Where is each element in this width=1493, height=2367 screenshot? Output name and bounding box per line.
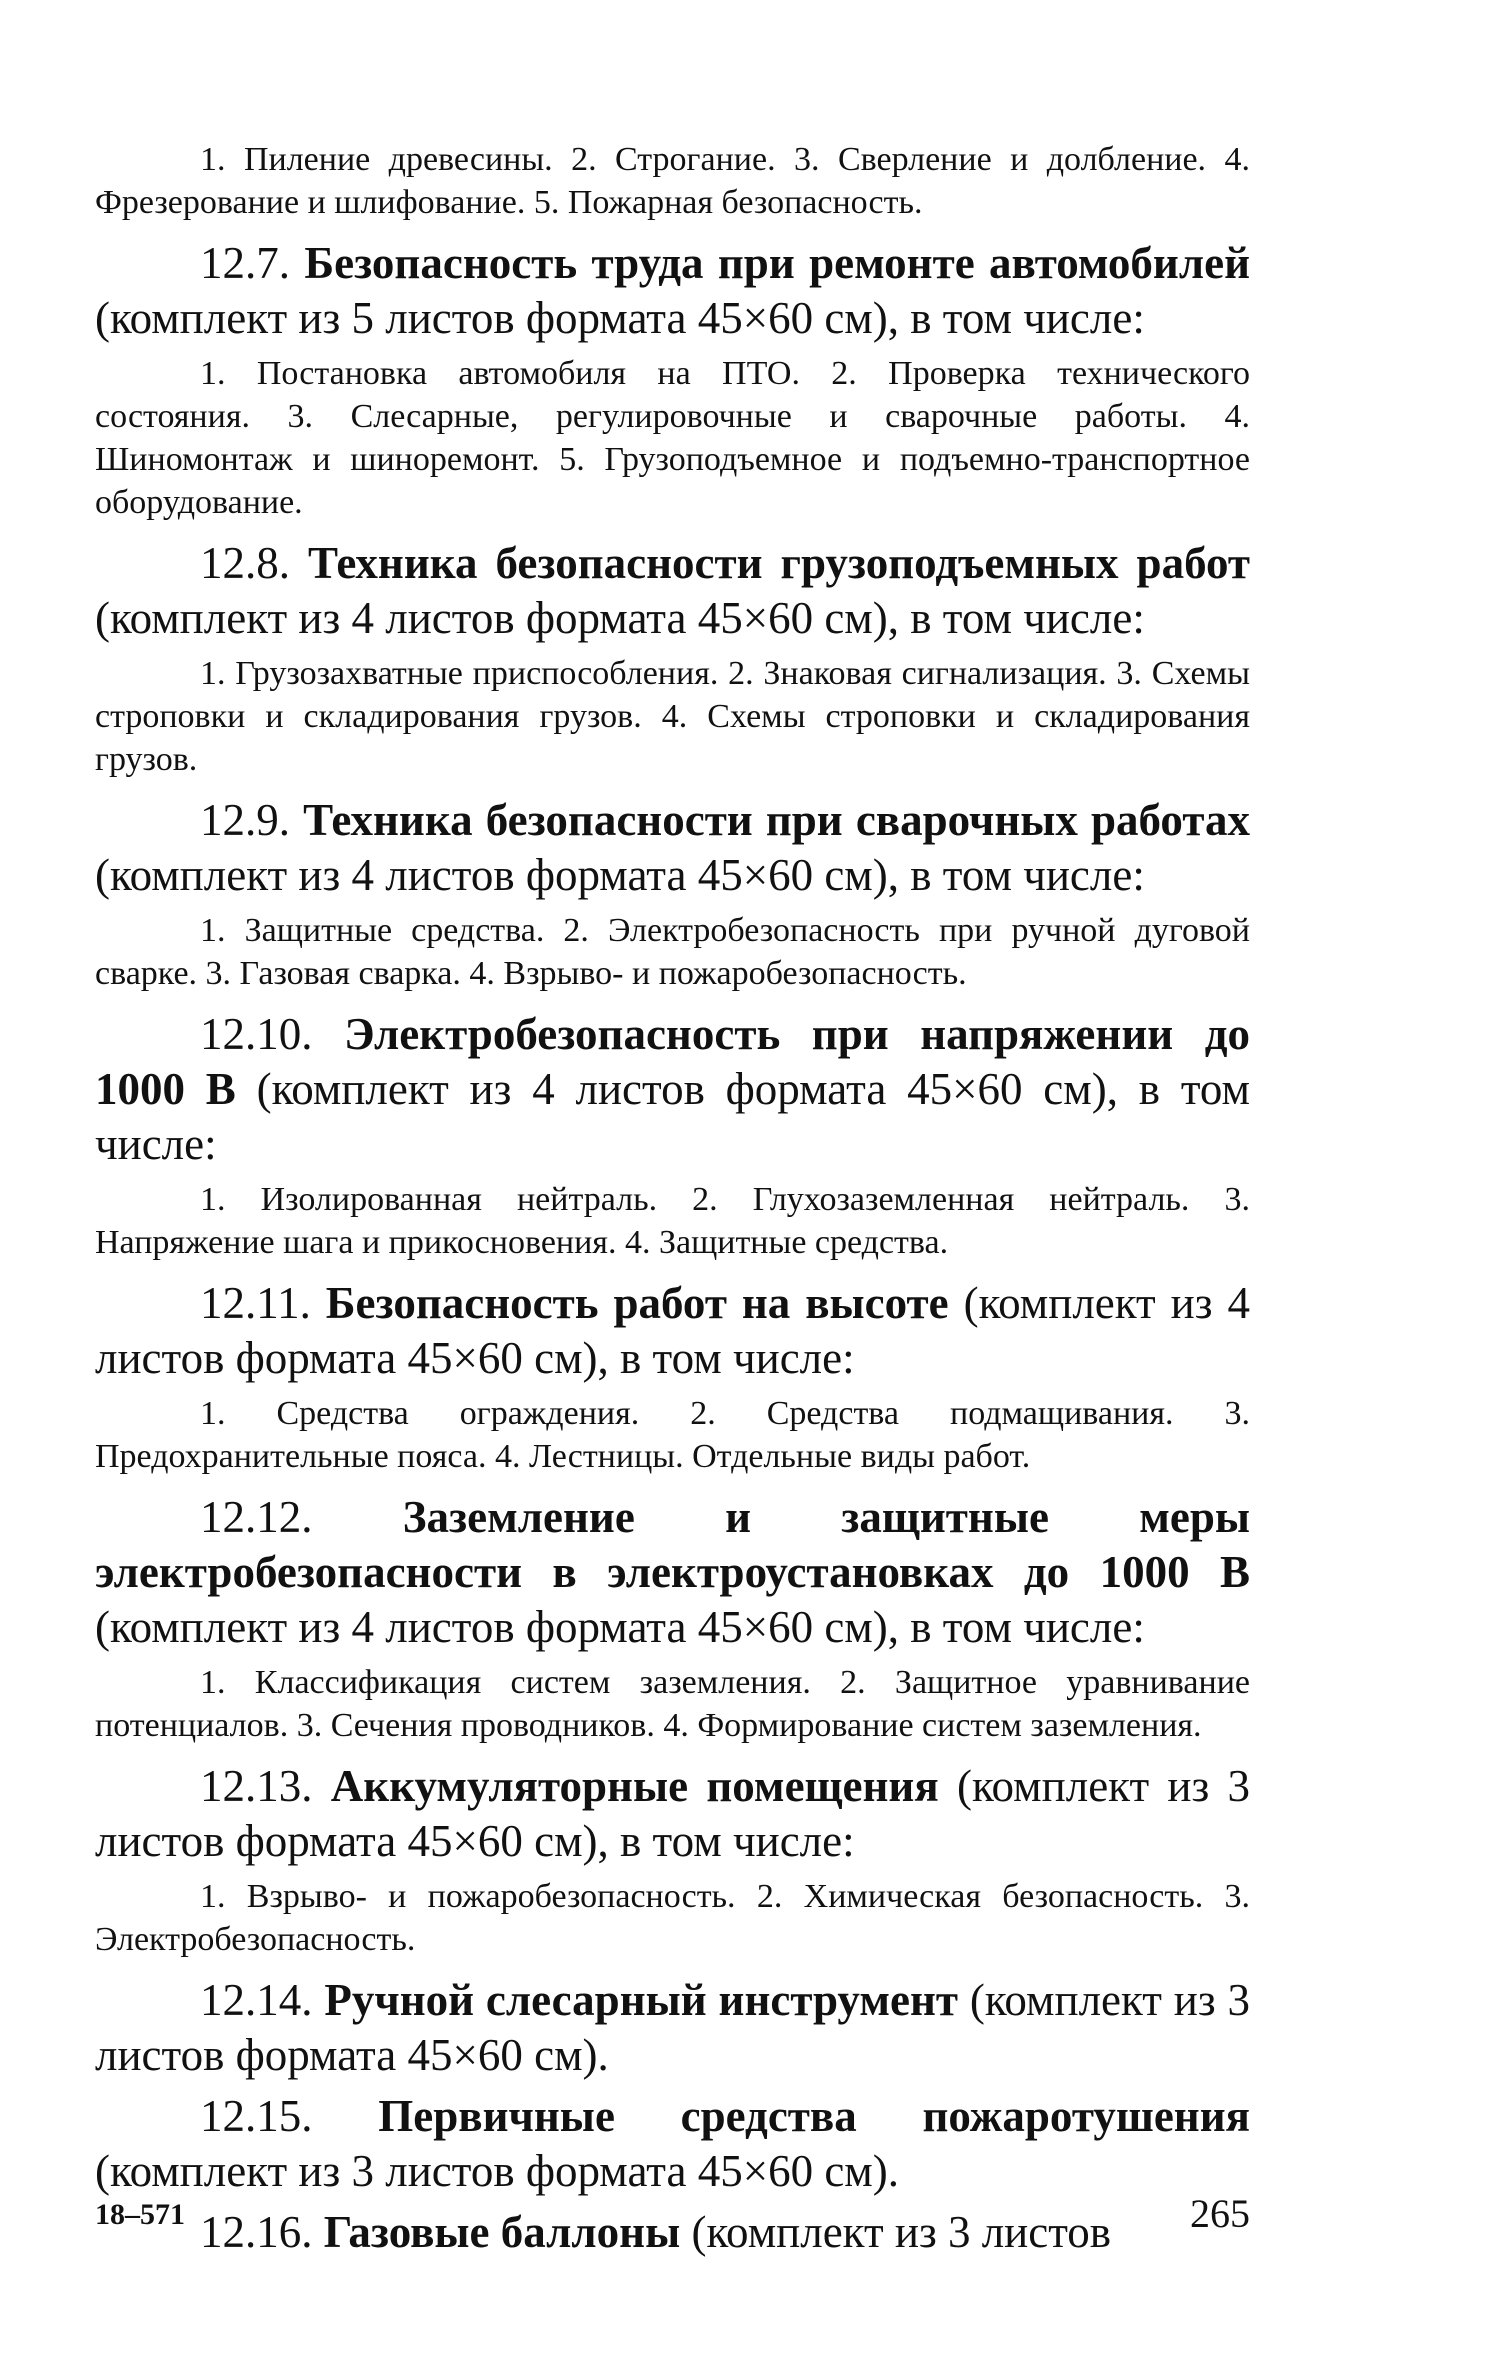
section-description: (комплект из 3 листов формата 45×60 см). <box>95 1975 1250 2080</box>
section-description: (комплект из 4 листов формата 45×60 см), в том числе: <box>95 1064 1251 1169</box>
section-number: 12.14. <box>200 1975 325 2025</box>
section-number: 12.12. <box>200 1492 403 1542</box>
section-description: (комплект из 3 листов <box>680 2207 1112 2257</box>
section-12-15 <box>95 2089 1250 2199</box>
section-title: Заземление и защитные меры электробезопасности в электроустановках до 1000 В <box>95 1492 1250 1597</box>
section-description: (комплект из 4 листов формата 45×60 см), в том числе: <box>95 593 1145 643</box>
section-number: 12.10. <box>200 1009 345 1059</box>
section-description: (комплект из 3 листов формата 45×60 см), в том числе: <box>95 1761 1250 1866</box>
section-description: (комплект из 5 листов формата 45×60 см), в том числе: <box>95 293 1145 343</box>
section-title: Техника безопасности грузоподъемных работ <box>308 538 1250 588</box>
section-12-8-list: 1. Грузозахватные приспособления. 2. Знаковая сигнализация. 3. Схемы строповки и складирования грузов. 4. Схемы строповки и складирования грузов. <box>95 655 1250 778</box>
section-description: (комплект из 4 листов формата 45×60 см), в том числе: <box>95 1602 1145 1652</box>
section-12-10 <box>95 1007 1250 1172</box>
section-number: 12.9. <box>200 795 304 845</box>
section-number: 12.16. <box>200 2207 324 2257</box>
section-title: Аккумуляторные помещения <box>330 1761 939 1811</box>
section-title: Безопасность работ на высоте <box>325 1278 949 1328</box>
section-12-11-list: 1. Средства ограждения. 2. Средства подмащивания. 3. Предохранительные пояса. 4. Лестницы. Отдельные виды работ. <box>95 1395 1250 1475</box>
section-12-13-list: 1. Взрыво- и пожаробезопасность. 2. Химическая безопасность. 3. Электробезопасность. <box>95 1878 1250 1958</box>
section-title: Газовые баллоны <box>323 2207 681 2257</box>
section-number: 12.11. <box>200 1278 326 1328</box>
section-description: (комплект из 4 листов формата 45×60 см), в том числе: <box>95 850 1145 900</box>
section-title: Электробезопасность при напряжении до 1000 В <box>95 1009 1251 1114</box>
section-12-9 <box>95 793 1250 903</box>
section-number: 12.7. <box>200 238 305 288</box>
page-number: 265 <box>1190 2191 1250 2236</box>
section-12-8 <box>95 536 1250 646</box>
section-title: Ручной слесарный инструмент <box>324 1975 958 2025</box>
section-12-10-list: 1. Изолированная нейтраль. 2. Глухозаземленная нейтраль. 3. Напряжение шага и прикосновения. 4. Защитные средства. <box>95 1181 1250 1261</box>
section-12-12 <box>95 1490 1250 1655</box>
section-number: 12.8. <box>200 538 309 588</box>
section-12-9-list: 1. Защитные средства. 2. Электробезопасность при ручной дуговой сварке. 3. Газовая сварка. 4. Взрыво- и пожаробезопасность. <box>95 912 1250 992</box>
section-12-7-list: 1. Постановка автомобиля на ПТО. 2. Проверка технического состояния. 3. Слесарные, регулировочные и сварочные работы. 4. Шиномонтаж и шиноремонт. 5. Грузоподъемное и подъемно-транспортное оборудование. <box>95 355 1250 521</box>
section-12-13 <box>95 1759 1250 1869</box>
section-12-11 <box>95 1276 1250 1386</box>
paragraph-1: 1. Пиление древесины. 2. Строгание. 3. Сверление и долбление. 4. Фрезерование и шлифование. 5. Пожарная безопасность. <box>95 141 1250 221</box>
section-12-14 <box>95 1973 1250 2083</box>
section-description: (комплект из 3 листов формата 45×60 см). <box>95 2146 900 2196</box>
printer-signature: 18–571 <box>95 2198 185 2231</box>
section-12-7 <box>95 236 1250 346</box>
section-title: Первичные средства пожаротушения <box>378 2091 1251 2141</box>
section-description: (комплект из 4 листов формата 45×60 см), в том числе: <box>95 1278 1250 1383</box>
page-body <box>95 138 1250 2266</box>
section-title: Безопасность труда при ремонте автомобилей <box>304 238 1251 288</box>
section-12-12-list: 1. Классификация систем заземления. 2. Защитное уравнивание потенциалов. 3. Сечения проводников. 4. Формирование систем заземления. <box>95 1664 1250 1744</box>
section-number: 12.15. <box>200 2091 379 2141</box>
section-title: Техника безопасности при сварочных работах <box>303 795 1250 845</box>
section-number: 12.13. <box>200 1761 331 1811</box>
page-footer <box>95 2190 1250 2240</box>
